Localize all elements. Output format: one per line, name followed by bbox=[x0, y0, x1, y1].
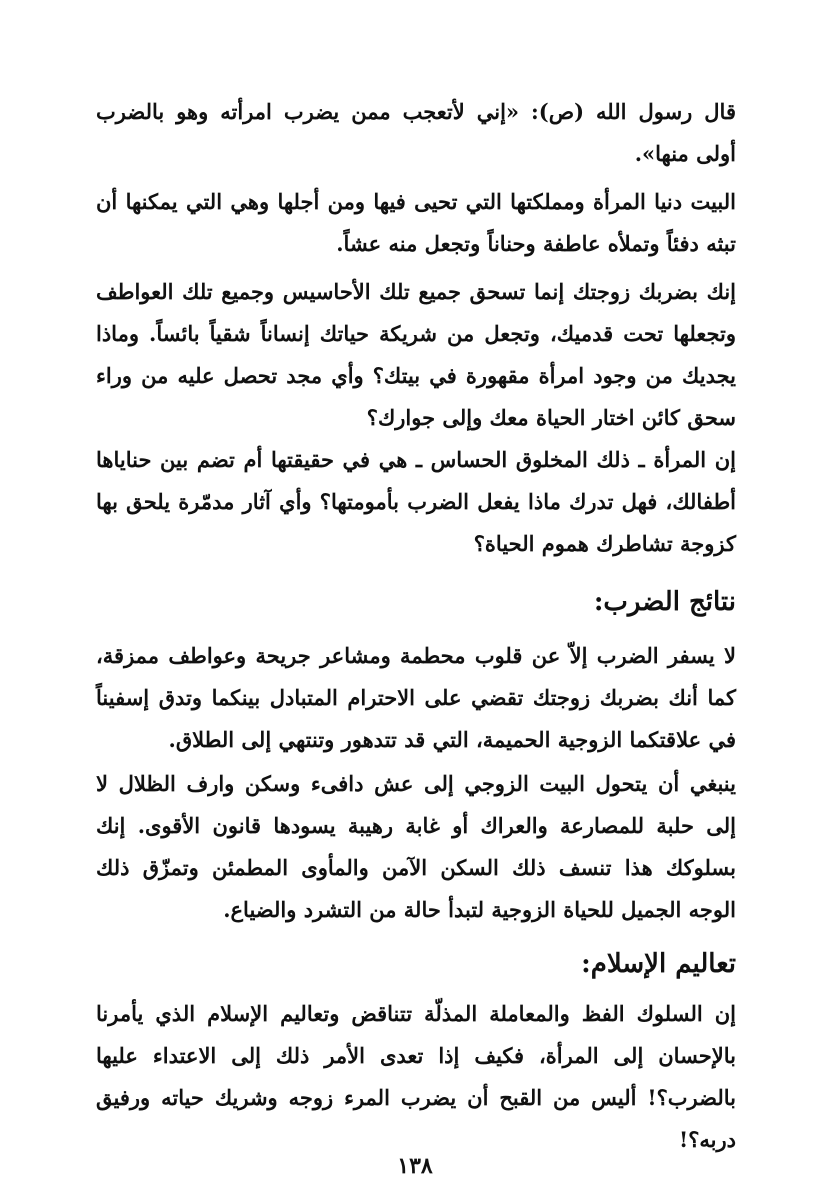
paragraph-crushing-feelings: إنك بضربك زوجتك إنما تسحق جميع تلك الأحاسيس وجميع تلك العواطف وتجعلها تحت قدميك، وتجعل من شريكة حياتك إنساناً شقياً بائساً. وماذا يجديك من وجود امرأة مقهورة في بيتك؟ وأي مجد تحصل عليه من وراء سحق كائن اختار الحياة معك وإلى جوارك؟ bbox=[96, 279, 736, 430]
heading-results-of-beating: نتائج الضرب: bbox=[593, 586, 736, 617]
paragraph-motherhood: إن المرأة ـ ذلك المخلوق الحساس ـ هي في حقيقتها أم تضم بين حناياها أطفالك، فهل تدرك ماذا يفعل الضرب بأمومتها؟ وأي آثار مدمّرة يلحق بها كزوجة تشاطرك هموم الحياة؟ bbox=[96, 447, 736, 556]
heading-islamic-teachings: تعاليم الإسلام: bbox=[581, 948, 736, 979]
paragraph-marital-home: ينبغي أن يتحول البيت الزوجي إلى عش دافىء وسكن وارف الظلال لا إلى حلبة للمصارعة والعراك أو غابة رهيبة يسودها قانون الأقوى. إنك بسلوكك هذا تنسف ذلك السكن الآمن والمأوى المطمئن وتمزّق ذلك الوجه الجميل للحياة الزوجية لتبدأ حالة من التشرد والضياع. bbox=[96, 771, 736, 922]
paragraph-hadith: قال رسول الله (ص): «إني لأتعجب ممن يضرب امرأته وهو بالضرب أولى منها». bbox=[96, 99, 736, 166]
paragraph-islamic-teachings: إن السلوك الفظ والمعاملة المذلّة تتناقض وتعاليم الإسلام الذي يأمرنا بالإحسان إلى المرأة، فكيف إذا تعدى الأمر ذلك إلى الاعتداء عليها بالضرب؟! أليس من القبح أن يضرب المرء زوجه وشريك حياته ورفيق دربه؟! bbox=[96, 1001, 736, 1152]
paragraph-results: لا يسفر الضرب إلاّ عن قلوب محطمة ومشاعر جريحة وعواطف ممزقة، كما أنك بضربك زوجتك تقضي على الاحترام المتبادل بينكما وتدق إسفيناً في علاقتكما الزوجية الحميمة، التي قد تتدهور وتنتهي إلى الطلاق. bbox=[96, 643, 736, 752]
paragraph-home: البيت دنيا المرأة ومملكتها التي تحيى فيها ومن أجلها وهي التي يمكنها أن تبثه دفئاً وتملأه عاطفة وحناناً وتجعل منه عشاً. bbox=[96, 189, 736, 256]
page-number: ١٣٨ bbox=[397, 1153, 433, 1179]
